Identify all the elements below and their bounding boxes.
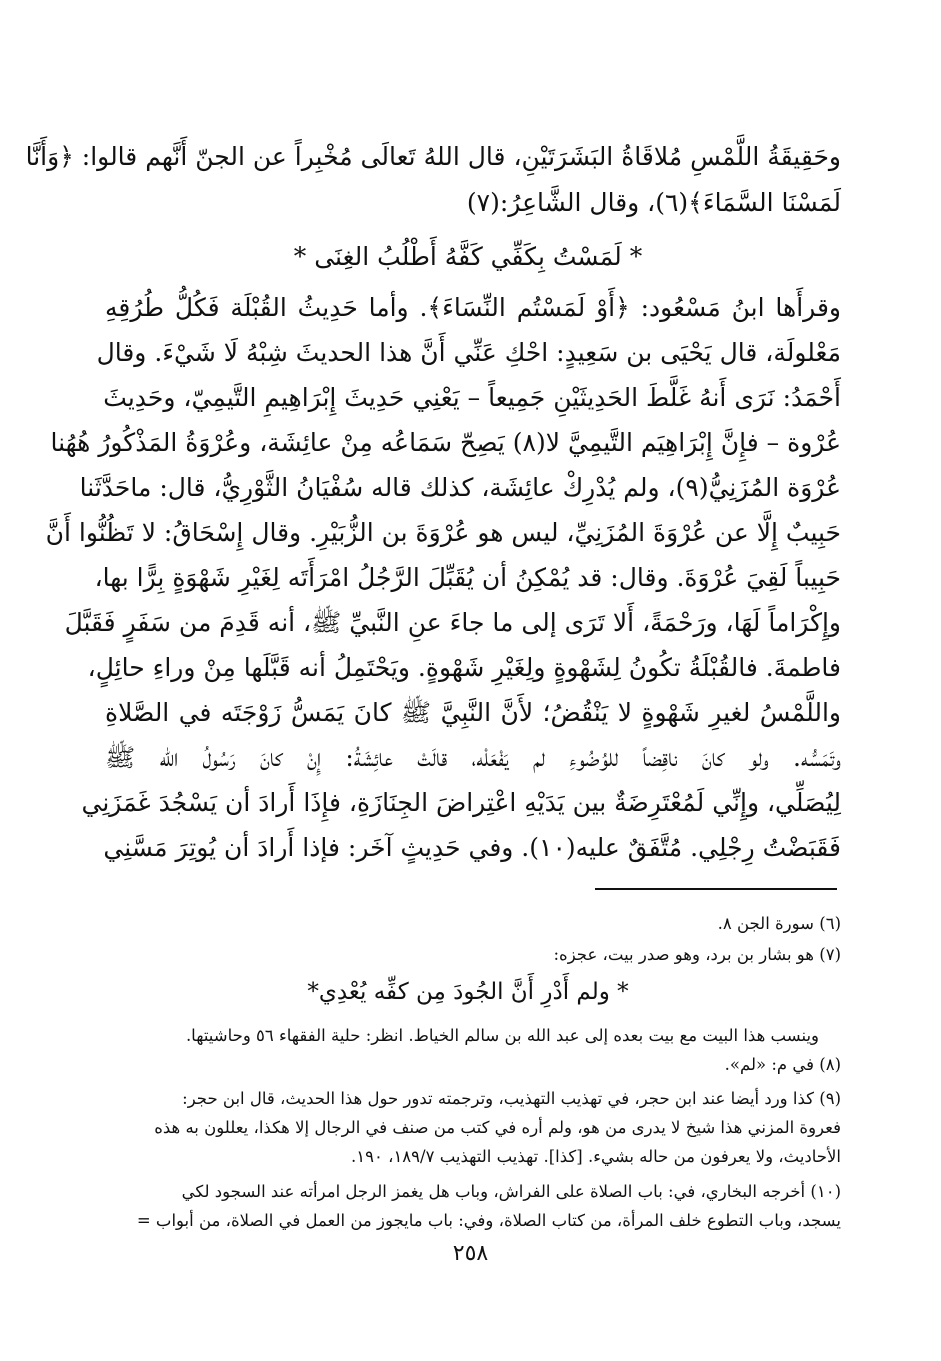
text-line-10: وإِكْرَاماً لَهَا، ورَحْمَةً، أَلا تَرَى إلى ما جاءَ عنِ النَّبيِّ ﷺ، أنه قَدِمَ من سَفَرٍ فَقَبَّلَ: [64, 608, 841, 637]
footnote-9-line-1: (٩) كذا ورد أيضا عند ابن حجر، في تهذيب التهذيب، وترجمته تدور حول هذا الحديث، قال ابن حجر:: [182, 1089, 841, 1108]
footnote-7-note: وينسب هذا البيت مع بيت بعده إلى عبد الله بن سالم الخياط. انظر: حلية الفقهاء ٥٦ وحاشيتها.: [185, 1026, 819, 1045]
text-line-3: وقرأَها ابنُ مَسْعُود: ﴿أَوْ لَمَسْتُم النِّسَاءَ﴾. وأما حَدِيثُ القُبْلَة فَكُلُّ طُرُقِهِ: [105, 293, 841, 322]
footnote-7-verse: * ولم أَدْرِ أَنَّ الجُودَ مِن كفِّه يُعْدِي*: [307, 979, 629, 1005]
text-line-12: واللَّمْسُ لغيرِ شَهْوةٍ لا يَنْقُضُ؛ لأَنَّ النَّبِيَّ ﷺ كانَ يَمَسُّ زَوْجَتَه في الصَّلاةِ: [105, 698, 841, 727]
text-line-7: عُرْوَة المُزَنِيُّ(٩)، ولم يُدْرِكْ عائِشَة، كذلك قاله سُفْيَانُ الثَّوْرِيُّ، قال: ماحَدَّثَنا: [79, 473, 841, 502]
text-line-13: وتَمَسُّه. ولو كانَ ناقِضاً للوُضُوءِ لم يَفْعَلْه، قالَتْ عائِشَةُ: إِنْ كانَ رَسُولُ الله ﷺ: [105, 743, 841, 772]
poetry-verse: * لَمَسْتُ بِكَفِّي كَفَّهُ أَطْلُبُ الغِنَى *: [293, 242, 643, 271]
footnote-separator: [595, 888, 837, 890]
text-line-8: حَبِيبٌ إِلَّا عن عُرْوَةَ المُزَنِيِّ، ليس هو عُرْوَةَ بن الزُّبَيْرِ. وقال إِسْحَاقُ: لا تَظُنُّوا أَنَّ: [45, 518, 841, 547]
text-line-2: لَمَسْنَا السَّمَاءَ﴾(٦)، وقال الشَّاعِرُ:(٧): [466, 188, 841, 217]
footnote-9-line-2: فعروة المزني هذا شيخ لا يدرى من هو، ولم أره في كتب من صنف في الرجال إلا هكذا، يعللون به هذه: [154, 1118, 841, 1137]
text-line-15: فَقَبَضْتُ رِجْلِي. مُتَّفَقٌ عليه(١٠). وفي حَدِيثٍ آخَر: فإذا أَرادَ أن يُوتِرَ مَسَّنِي: [103, 833, 841, 862]
footnote-8: (٨) في م: «لم».: [724, 1055, 841, 1074]
text-line-4: مَعْلولَة، قال يَحْيَى بن سَعِيدٍ: احْكِ عَنِّي أَنَّ هذا الحديثَ شِبْهُ لَا شَيْءَ. وقال: [96, 338, 841, 367]
text-line-9: حَبِيباً لَقِيَ عُرْوَةَ. وقال: قد يُمْكِنُ أن يُقَبِّلَ الرَّجُلُ امْرَأَتَه لِغَيْرِ شَهْوَةٍ بِرًّا بها،: [94, 563, 841, 592]
page-number: ٢٥٨: [452, 1241, 489, 1266]
footnote-9-line-3: الأحاديث، ولا يعرفون من حاله بشيء. [كذا]. تهذيب التهذيب ١٨٩/٧، ١٩٠.: [351, 1147, 841, 1166]
footnote-6: (٦) سورة الجن ٨.: [717, 914, 841, 933]
text-line-1: وحَقِيقَةُ اللَّمْسِ مُلاقَاةُ البَشَرَتَيْنِ، قال اللهُ تَعالَى مُخْبِراً عن الجنّ أَنَّهم قالوا: ﴿وَأَنَّا: [25, 142, 841, 171]
text-line-5: أَحْمَدُ: نَرَى أَنهُ غَلَّطَ الحَدِيثَيْنِ جَمِيعاً – يَعْنِي حَدِيثَ إِبْرَاهِيمِ التَّيمِيّ، وحَدِيثَ: [103, 383, 841, 412]
text-line-6: عُرْوة – فإِنَّ إِبْرَاهِيَم التَّيمِيَّ لا(٨) يَصِحّ سَمَاعُه مِنْ عائِشَة، وعُرْوَةُ المَذْكُورُ هُهُنا: [50, 428, 841, 457]
text-line-14: لِيُصَلِّي، وإِنِّي لَمُعْتَرِضَةٌ بين يَدَيْهِ اعْتِراضَ الجِنَازَةِ، فإِذَا أَرادَ أن يَسْجُدَ غَمَزَنِي: [81, 788, 841, 817]
footnote-7: (٧) هو بشار بن برد، وهو صدر بيت، عجزه:: [553, 945, 841, 964]
footnote-10-line-2: يسجد، وباب التطوع خلف المرأة، من كتاب الصلاة، وفي: باب مايجوز من العمل في الصلاة، من أبواب =: [136, 1211, 841, 1230]
footnote-10-line-1: (١٠) أخرجه البخاري، في: باب الصلاة على الفراش، وباب هل يغمز الرجل امرأته عند السجود لكي: [181, 1182, 841, 1201]
text-line-11: فاطمةَ. فالقُبْلَةُ تكُونُ لِشَهْوةٍ ولِغَيْرِ شَهْوةٍ. ويَحْتَمِلُ أنه قَبَّلَها مِنْ وراءِ حائِلٍ،: [87, 653, 841, 682]
